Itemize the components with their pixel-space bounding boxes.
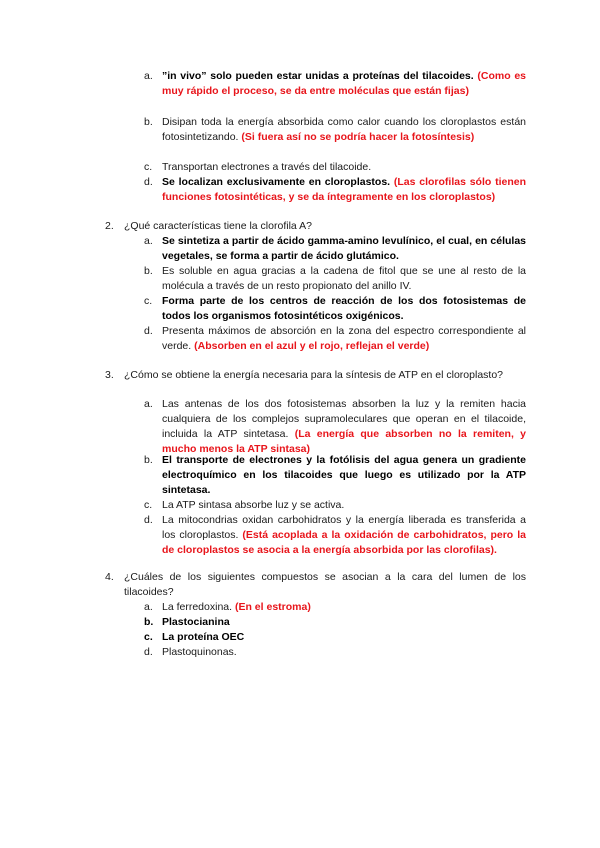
q2-option-d — [144, 324, 526, 354]
q4-option-c — [144, 630, 526, 645]
option-text: La mitocondrias oxidan carbohidratos y la energía liberada es transferida a los cloroplastos. — [162, 514, 526, 541]
q3-option-d — [144, 513, 526, 558]
question-text: ¿Cuáles de los siguientes compuestos se asocian a la cara del lumen de los tilacoides? — [124, 571, 526, 598]
option-text: Se localizan exclusivamente en cloroplastos. — [162, 176, 391, 188]
option-letter: d. — [144, 646, 153, 658]
option-letter: c. — [144, 295, 153, 307]
option-text: Presenta máximos de absorción en la zona del espectro correspondiente al verde. — [162, 325, 526, 352]
option-letter: a. — [144, 601, 153, 613]
q1-option-c — [144, 160, 526, 175]
explanation-note: (Está acoplada a la oxidación de carbohidratos, pero la de cloroplastos se asocia a la energía absorbida por las clorofilas). — [162, 529, 526, 556]
explanation-note: (Absorben en el azul y el rojo, reflejan el verde) — [194, 340, 430, 352]
option-text: Transportan electrones a través del tilacoide. — [162, 161, 372, 173]
explanation-note: (En el estroma) — [234, 601, 311, 613]
question-text: ¿Cómo se obtiene la energía necesaria para la síntesis de ATP en el cloroplasto? — [124, 369, 503, 381]
option-text: Las antenas de los dos fotosistemas absorben la luz y la remiten hacia cualquiera de los complejos supramoleculares que operan en el tilacoide, incluida la ATP sintetasa. — [162, 398, 526, 440]
question-text: ¿Qué características tiene la clorofila A? — [124, 220, 312, 232]
option-text: ”in vivo” solo pueden estar unidas a proteínas del tilacoides. — [162, 70, 474, 82]
explanation-note: (La energía que absorben no la remiten, y mucho menos la ATP sintasa) — [162, 428, 526, 455]
option-letter: a. — [144, 398, 153, 410]
option-letter: b. — [144, 616, 154, 628]
option-letter: b. — [144, 116, 153, 128]
q4-option-b — [144, 615, 526, 630]
q2-option-c — [144, 294, 526, 324]
option-letter: d. — [144, 325, 153, 337]
option-letter: b. — [144, 265, 153, 277]
question-number: 2. — [105, 220, 114, 232]
option-letter: d. — [144, 176, 153, 188]
question-number: 3. — [105, 369, 114, 381]
explanation-note: (Las clorofilas sólo tienen funciones fotosintéticas, y se da íntegramente en los cloroplastos) — [162, 176, 526, 203]
q1-option-b — [144, 115, 526, 145]
q3-option-b — [144, 453, 526, 498]
question-4 — [105, 570, 526, 600]
q2-option-b — [144, 264, 526, 294]
option-letter: a. — [144, 70, 153, 82]
option-text: Disipan toda la energía absorbida como calor cuando los cloroplastos están fotosintetizando. — [162, 116, 526, 143]
q1-option-d — [144, 175, 526, 205]
explanation-note: (Si fuera así no se podría hacer la fotosíntesis) — [241, 131, 475, 143]
explanation-note: (Como es muy rápido el proceso, se da entre moléculas que están fijas) — [162, 70, 527, 97]
option-text: La ATP sintasa absorbe luz y se activa. — [162, 499, 345, 511]
q2-option-a — [144, 234, 526, 264]
option-letter: a. — [144, 235, 153, 247]
option-text: El transporte de electrones y la fotólisis del agua genera un gradiente electroquímico en los tilacoides que luego es utilizado por la ATP sintetasa. — [162, 454, 526, 496]
question-number: 4. — [105, 571, 114, 583]
option-text: Plastocianina — [162, 616, 230, 628]
q4-option-a — [144, 600, 526, 615]
q3-option-c — [144, 498, 526, 513]
option-text: Forma parte de los centros de reacción de los dos fotosistemas de todos los organismos fotosintéticos oxigénicos. — [162, 295, 526, 322]
option-text: La proteína OEC — [162, 631, 245, 643]
q1-option-a — [144, 69, 527, 99]
option-letter: c. — [144, 161, 153, 173]
option-letter: d. — [144, 514, 153, 526]
option-letter: c. — [144, 499, 153, 511]
q3-option-a — [144, 397, 526, 457]
option-letter: c. — [144, 631, 153, 643]
option-text: La ferredoxina. — [162, 601, 233, 613]
option-text: Plastoquinonas. — [162, 646, 237, 658]
option-text: Se sintetiza a partir de ácido gamma-amino levulínico, el cual, en células vegetales, se forma a partir de ácido glutámico. — [162, 235, 526, 262]
q4-option-d — [144, 645, 526, 660]
option-text: Es soluble en agua gracias a la cadena de fitol que se une al resto de la molécula a través de un resto propionato del anillo IV. — [162, 265, 526, 292]
option-letter: b. — [144, 454, 153, 466]
question-3 — [105, 368, 526, 383]
question-2 — [105, 219, 526, 234]
